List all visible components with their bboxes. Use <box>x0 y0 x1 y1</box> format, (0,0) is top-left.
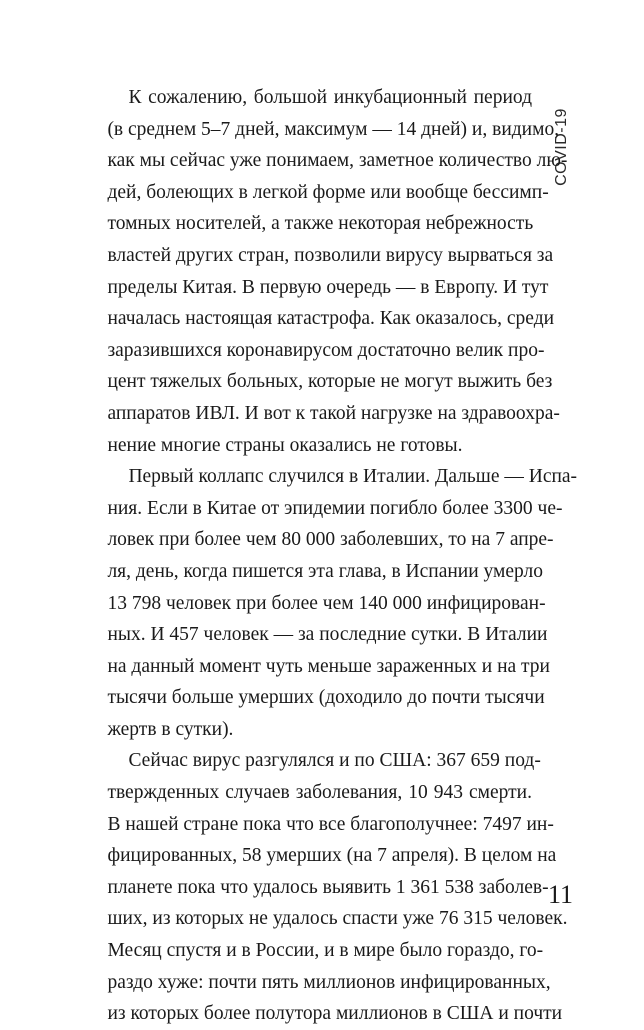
text-line: планете пока что удалось выявить 1 361 538 заболев- <box>107 876 549 898</box>
text-line: раздо хуже: почти пять миллионов инфицированных, <box>107 971 551 993</box>
text-line: Месяц спустя и в России, и в мире было гораздо, го- <box>107 940 544 962</box>
text-line: пределы Китая. В первую очередь — в Европу. И тут <box>107 276 549 298</box>
text-line: Первый коллапс случился в Италии. Дальше — Испа- <box>128 466 578 488</box>
text-line: Сейчас вирус разгулялся и по США: 367 659 под- <box>128 750 541 772</box>
text-line: (в среднем 5–7 дней, максимум — 14 дней) и, видимо, <box>107 118 560 140</box>
text-line: властей других стран, позволили вирусу вырваться за <box>107 244 554 266</box>
text-line: томных носителей, а также некоторая небрежность <box>107 213 534 235</box>
text-line: ния. Если в Китае от эпидемии погибло более 3300 че- <box>107 497 563 519</box>
text-line: 13 798 человек при более чем 140 000 инфицирован- <box>107 592 546 614</box>
text-line: ных. И 457 человек — за последние сутки. В Италии <box>107 624 548 646</box>
text-line: твержденных случаев заболевания, 10 943 смерти. <box>107 782 532 804</box>
text-line: на данный момент чуть меньше зараженных и на три <box>107 655 550 677</box>
text-line: жертв в сутки). <box>107 718 234 740</box>
text-line: цент тяжелых больных, которые не могут выжить без <box>107 371 553 393</box>
text-line: заразившихся коронавирусом достаточно велик про- <box>107 339 545 361</box>
text-line: началась настоящая катастрофа. Как оказалось, среди <box>107 308 555 330</box>
running-header-text: COVID-19 <box>553 108 570 186</box>
text-line: ловек при более чем 80 000 заболевших, то на 7 апре- <box>107 529 554 551</box>
page-number: 11 <box>548 880 574 909</box>
text-line: из которых более полутора миллионов в США и почти <box>107 1003 563 1025</box>
text-line: К сожалению, большой инкубационный период <box>128 87 532 108</box>
text-line: ших, из которых не удалось спасти уже 76 315 человек. <box>107 908 568 930</box>
text-line: аппаратов ИВЛ. И вот к такой нагрузке на здравоохра- <box>107 402 560 424</box>
text-line: тысячи больше умерших (доходило до почти тысячи <box>107 687 545 709</box>
text-line: нение многие страны оказались не готовы. <box>107 434 463 456</box>
text-line: дей, болеющих в легкой форме или вообще бессимп- <box>107 181 549 203</box>
text-line: как мы сейчас уже понимаем, заметное количество лю- <box>107 150 568 172</box>
text-line: фицированных, 58 умерших (на 7 апреля). В целом на <box>107 845 557 867</box>
paragraph-2 <box>86 461 578 745</box>
text-line: ля, день, когда пишется эта глава, в Испании умерло <box>107 560 544 582</box>
text-line: В нашей стране пока что все благополучнее: 7497 ин- <box>107 813 554 835</box>
